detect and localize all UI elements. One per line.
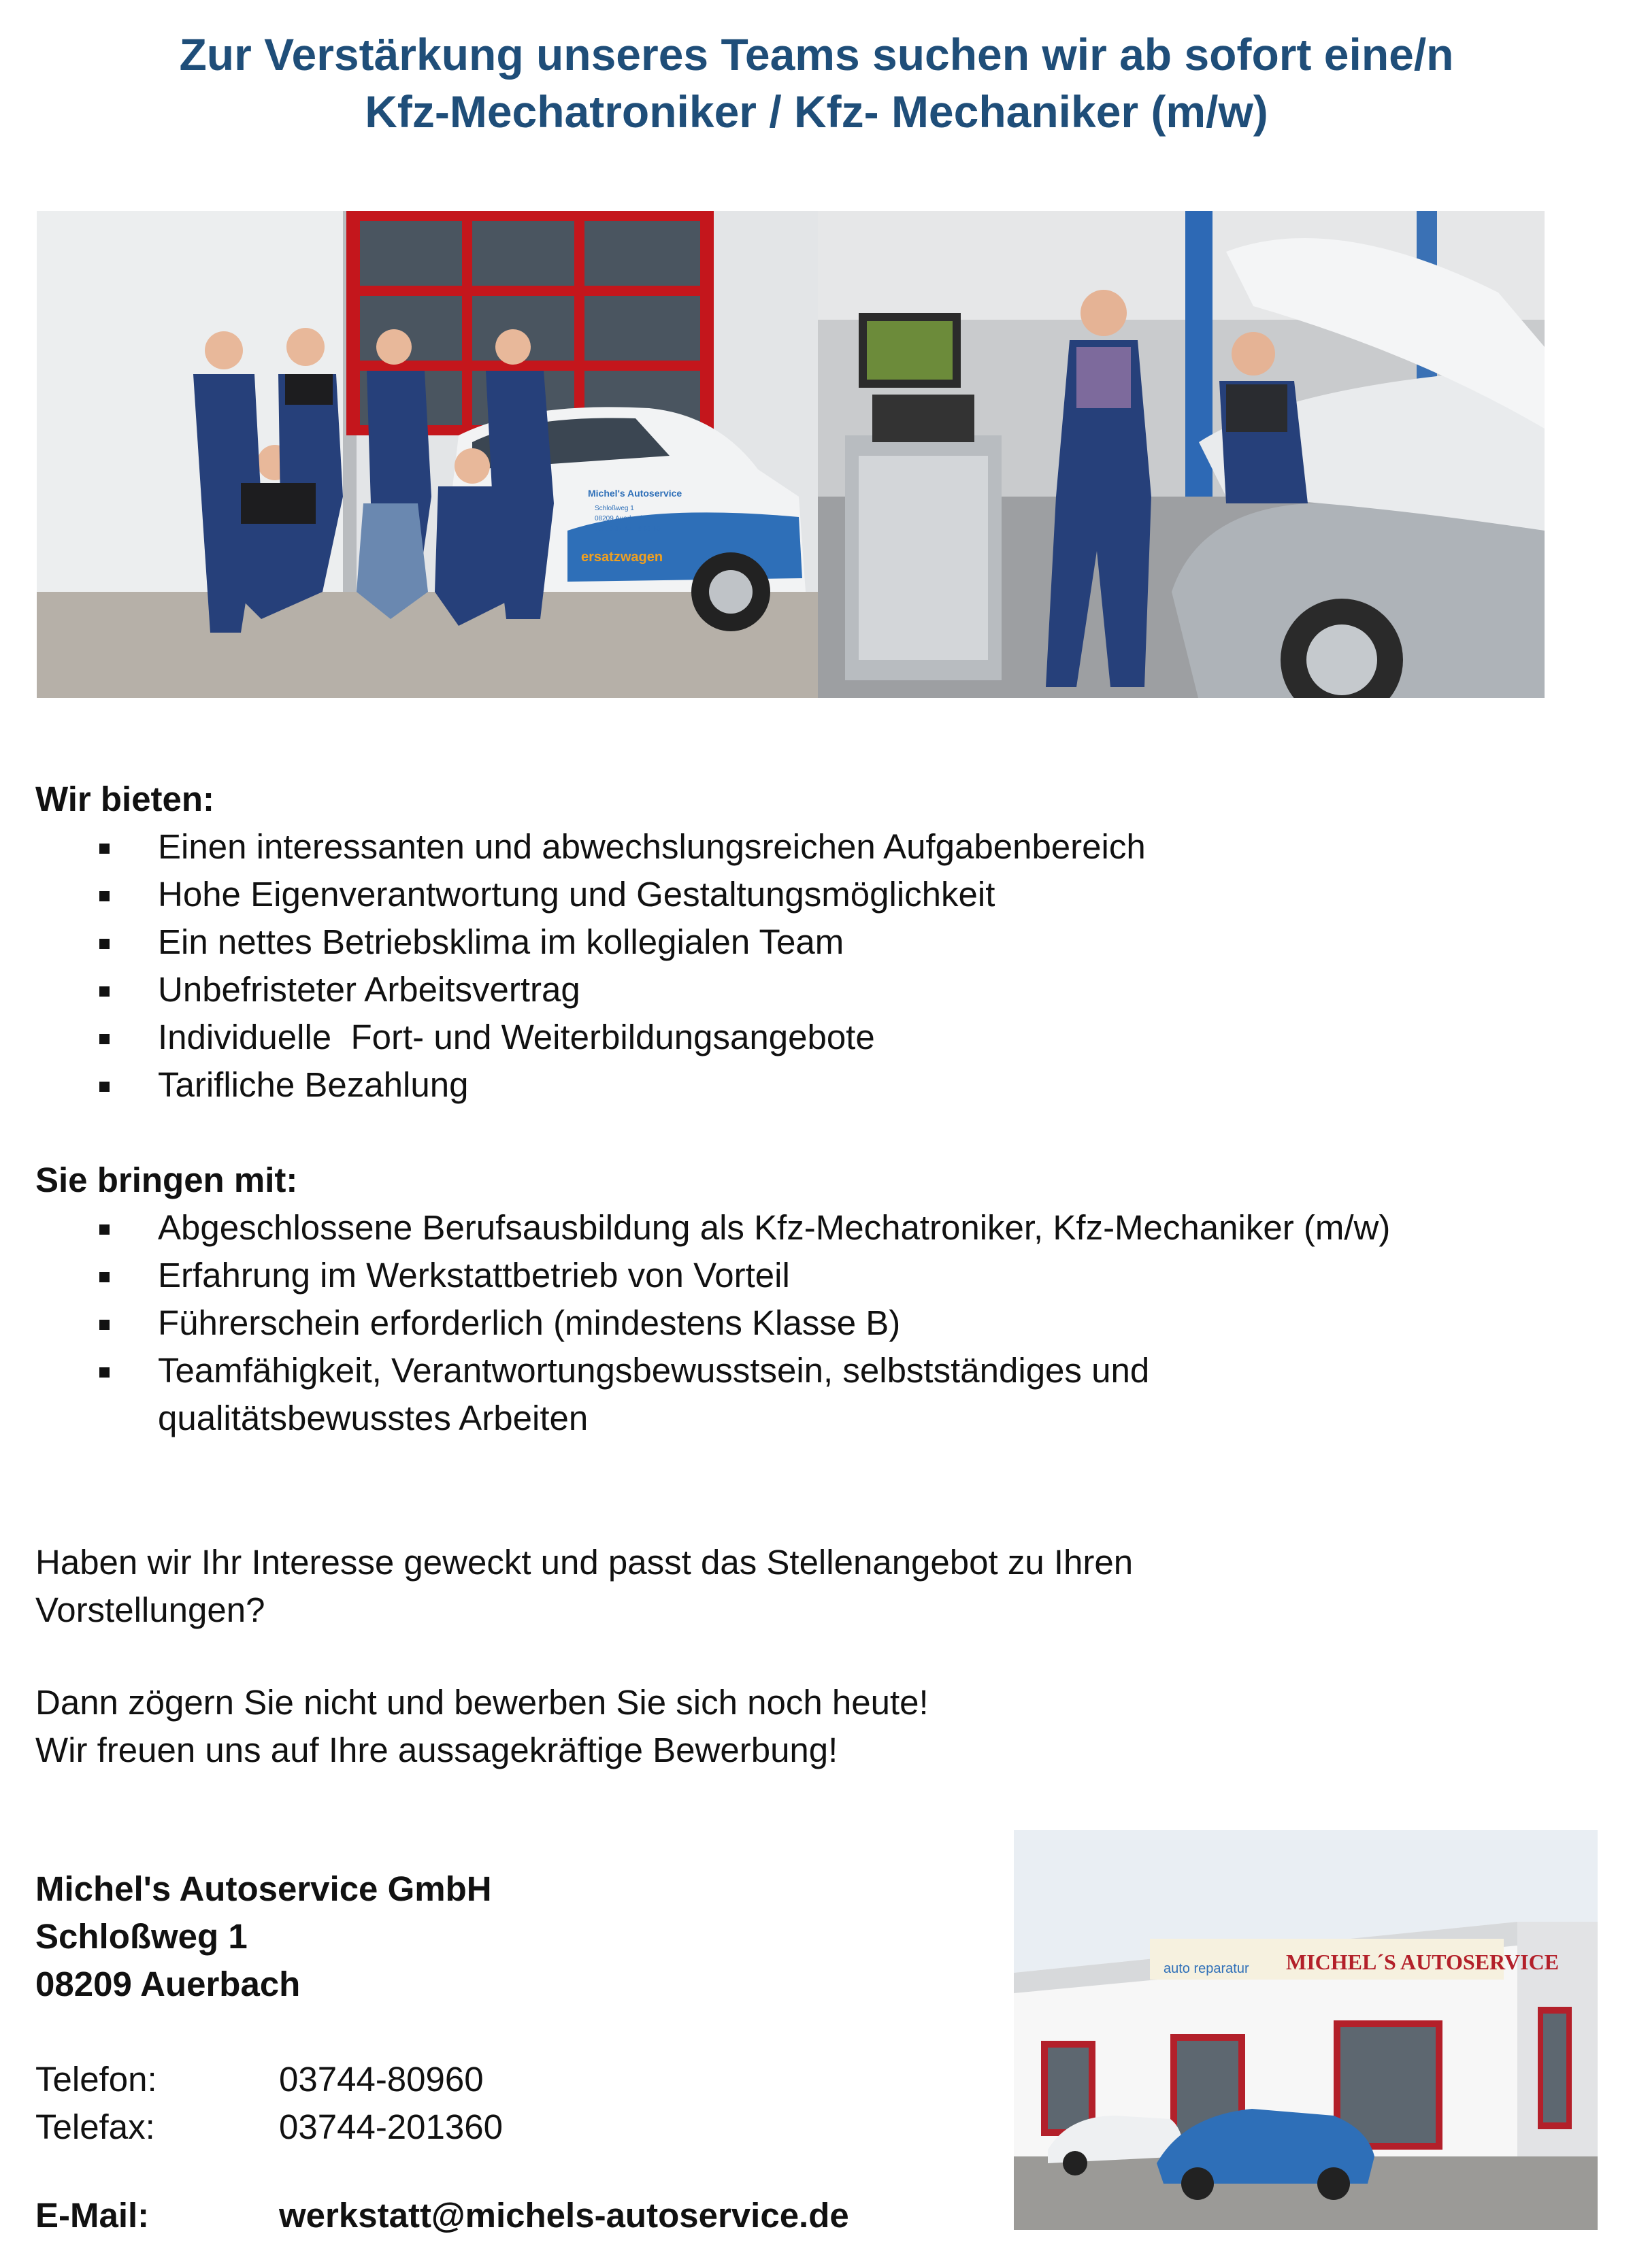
workshop-photo (818, 211, 1545, 698)
list-item (0, 966, 1519, 1014)
list-item (0, 1252, 1519, 1299)
phone-row (35, 2056, 484, 2103)
building-photo-illustration (1014, 1830, 1598, 2230)
bullet-square-icon (99, 891, 110, 901)
list-item (0, 1204, 1519, 1252)
requirements-list (0, 1204, 1519, 1442)
list-item-text: Erfahrung im Werkstattbetrieb von Vorteil (158, 1256, 790, 1295)
bullet-square-icon (99, 939, 110, 949)
offers-list (0, 823, 1519, 1109)
bullet-square-icon (99, 1034, 110, 1044)
company-city: 08209 Auerbach (35, 1965, 301, 2003)
company-street: Schloßweg 1 (35, 1917, 248, 1956)
car-slogan: ersatzwagen (581, 550, 663, 565)
interest-paragraph (35, 1539, 1464, 1634)
bullet-square-icon (99, 1367, 110, 1378)
list-item-text: Unbefristeter Arbeitsvertrag (158, 970, 580, 1009)
bullet-square-icon (99, 844, 110, 854)
interest-line-1: Haben wir Ihr Interesse geweckt und passt das Stellenangebot zu Ihren (35, 1543, 1134, 1582)
headline-line-1: Zur Verstärkung unseres Teams suchen wir ab sofort eine/n (179, 29, 1454, 80)
car-lettering-2: Schloßweg 1 (595, 505, 634, 512)
headline-line-2: Kfz-Mechatroniker / Kfz- Mechaniker (m/w) (365, 86, 1268, 137)
car-lettering-4: Tel.: 0 37 44 - 8 09 60 (595, 525, 661, 533)
phone-number[interactable]: 03744-80960 (279, 2060, 484, 2099)
fax-label: Telefax: (35, 2107, 155, 2146)
building-sign-main: MICHEL´S AUTOSERVICE (1286, 1950, 1560, 1974)
list-item (0, 1061, 1519, 1109)
workshop-photo-illustration (818, 211, 1545, 698)
list-item (0, 1014, 1519, 1061)
bullet-square-icon (99, 1224, 110, 1235)
bullet-square-icon (99, 986, 110, 997)
headline (0, 26, 1633, 140)
list-item-text: Abgeschlossene Berufsausbildung als Kfz-Mechatroniker, Kfz-Mechaniker (m/w) (158, 1208, 1391, 1247)
building-photo (1014, 1830, 1598, 2230)
email-label: E-Mail: (35, 2196, 150, 2235)
building-sign-left: auto reparatur (1164, 1961, 1249, 1976)
fax-number: 03744-201360 (279, 2107, 503, 2146)
car-lettering-3: 08209 Auerbach (595, 515, 644, 522)
list-item-text: Teamfähigkeit, Verantwortungsbewusstsein, selbstständiges und qualitätsbewusstes Arbeiten (158, 1351, 1150, 1437)
requirements-title: Sie bringen mit: (35, 1161, 298, 1199)
list-item-text: Einen interessanten und abwechslungsreichen Aufgabenbereich (158, 827, 1146, 866)
offers-title: Wir bieten: (35, 780, 215, 818)
list-item (0, 871, 1519, 918)
phone-label: Telefon: (35, 2060, 157, 2099)
list-item (0, 1347, 1369, 1442)
list-item (0, 823, 1519, 871)
call-to-action (35, 1679, 1464, 1774)
list-item-text: Führerschein erforderlich (mindestens Klasse B) (158, 1303, 901, 1342)
list-item (0, 1299, 1519, 1347)
email-row (35, 2192, 849, 2239)
company-name: Michel's Autoservice GmbH (35, 1869, 492, 1908)
bullet-square-icon (99, 1082, 110, 1092)
list-item-text: Individuelle Fort- und Weiterbildungsangebote (158, 1018, 875, 1056)
list-item-text: Tarifliche Bezahlung (158, 1065, 469, 1104)
team-photo-illustration (37, 211, 818, 698)
list-item (0, 918, 1519, 966)
cta-line-1: Dann zögern Sie nicht und bewerben Sie sich noch heute! (35, 1683, 929, 1722)
bullet-square-icon (99, 1272, 110, 1282)
cta-line-2: Wir freuen uns auf Ihre aussagekräftige Bewerbung! (35, 1731, 838, 1769)
email-link[interactable]: werkstatt@michels-autoservice.de (279, 2196, 849, 2235)
car-lettering-1: Michel's Autoservice (588, 488, 682, 499)
interest-line-2: Vorstellungen? (35, 1590, 265, 1629)
fax-row (35, 2103, 503, 2151)
team-photo (37, 211, 818, 698)
bullet-square-icon (99, 1320, 110, 1330)
list-item-text: Ein nettes Betriebsklima im kollegialen Team (158, 922, 844, 961)
list-item-text: Hohe Eigenverantwortung und Gestaltungsmöglichkeit (158, 875, 995, 914)
